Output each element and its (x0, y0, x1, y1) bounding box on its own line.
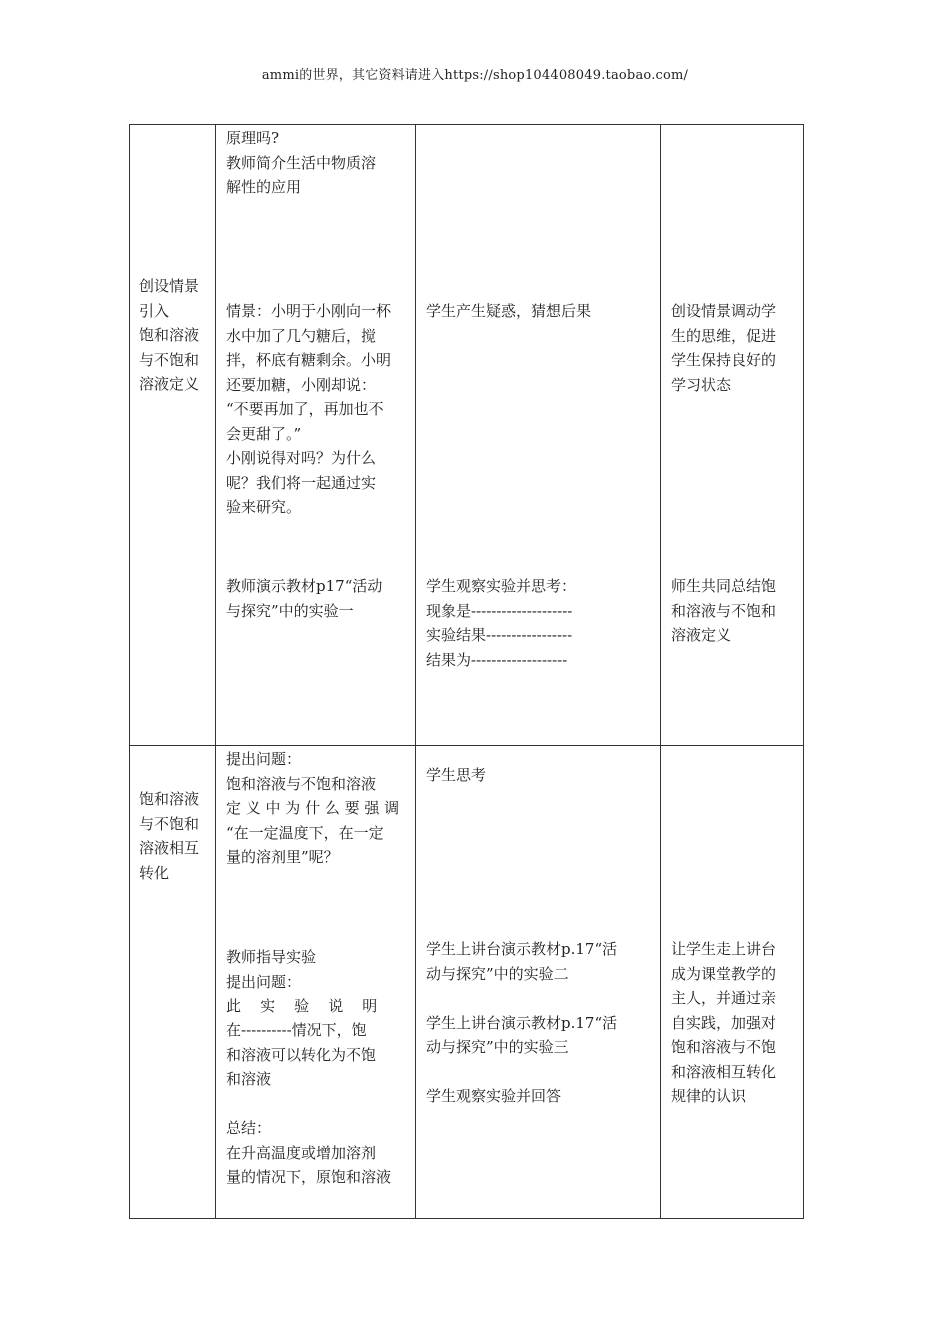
stage-cell-2: 饱和溶液 与不饱和 溶液相互 转化 (139, 790, 200, 882)
teacher-text-2b: 教师指导实验 提出问题： (226, 948, 317, 991)
col-border-left (129, 124, 130, 1219)
teacher-text-1a: 原理吗? 教师简介生活中物质溶 解性的应用 (226, 129, 377, 196)
intent-text-1b: 师生共同总结饱 和溶液与不饱和 溶液定义 (671, 577, 777, 644)
row-divider (129, 745, 804, 746)
teacher-text-1b: 情景：小明于小刚向一杯 水中加了几勺糖后，搅 拌，杯底有糖剩余。小明 还要加糖，小刚却说： “不要再加了，再加也不 会更甜了。” 小刚说得对吗？为什么 呢？我们将一起通过实 验来研究。 (226, 302, 392, 516)
student-text-1b: 学生观察实验并思考： 现象是-------------------- 实验结果----------------- 结果为------------------- (426, 577, 577, 669)
intent-text-2a: 让学生走上讲台 成为课堂教学的 主人，并通过亲 自实践，加强对 饱和溶液与不饱 和溶液相互转化 规律的认识 (671, 940, 777, 1105)
col-border-3 (660, 124, 661, 1219)
col-border-2 (415, 124, 416, 1219)
col-border-1 (215, 124, 216, 1219)
page-header: ammi的世界，其它资料请进入https://shop104408049.taobao.com/ (261, 68, 689, 83)
teacher-text-2c: 此 实 验 说 明 (226, 997, 378, 1015)
intent-text-1a: 创设情景调动学 生的思维，促进 学生保持良好的 学习状态 (671, 302, 777, 394)
table-bottom-border (129, 1218, 804, 1219)
student-text-1a: 学生产生疑惑，猜想后果 (426, 302, 592, 320)
teacher-text-1c: 教师演示教材p17“活动 与探究”中的实验一 (226, 577, 383, 620)
col-border-right (803, 124, 804, 1219)
student-text-2a: 学生思考 (426, 766, 487, 784)
table-top-border (129, 124, 804, 125)
stage-cell-1: 创设情景 引入 饱和溶液 与不饱和 溶液定义 (139, 277, 200, 393)
teacher-text-2a: 提出问题： 饱和溶液与不饱和溶液 定 义 中 为 什 么 要 强 调 “在一定温度下，在一定 量的溶剂里”呢？ (226, 750, 400, 866)
student-text-2b: 学生上讲台演示教材p.17“活 动与探究”中的实验二 学生上讲台演示教材p.17“活 动与探究”中的实验三 学生观察实验并回答 (426, 940, 618, 1105)
teacher-text-2d: 在----------情况下，饱 和溶液可以转化为不饱 和溶液 总结： 在升高温度或增加溶剂 量的情况下，原饱和溶液 (226, 1021, 392, 1186)
